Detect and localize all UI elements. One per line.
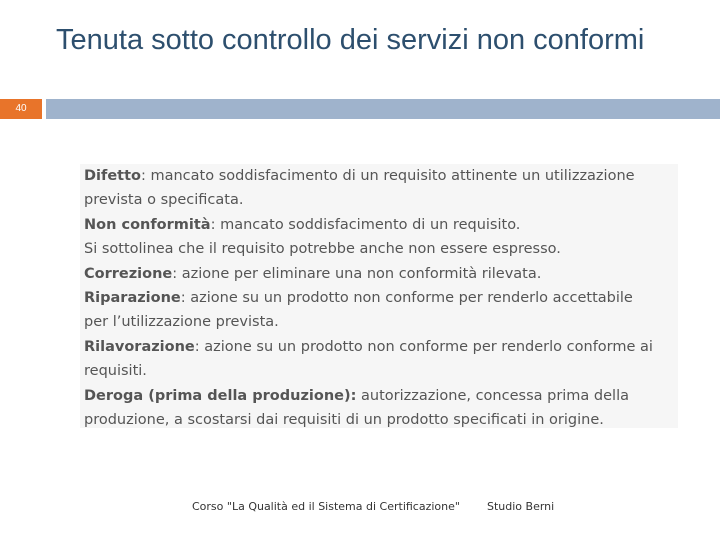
definition-line [84,237,561,261]
definition-text: produzione, a scostarsi dai requisiti di un prodotto specificati in origine. [84,412,604,428]
definition-line [84,310,279,334]
definition-text: : azione su un prodotto non conforme per renderlo conforme ai [194,338,653,355]
definition-line [84,359,147,383]
definition-text: Si sottolinea che il requisito potrebbe anche non essere espresso. [84,241,561,258]
definition-text: requisiti. [84,363,147,380]
definition-text: prevista o specificata. [84,192,244,209]
definition-line [84,164,635,188]
definition-term: Riparazione [84,290,181,306]
definition-line [84,262,541,286]
definition-text: : mancato soddisfacimento di un requisito. [210,216,521,233]
definitions-image [80,164,678,428]
definition-line [84,213,520,237]
definition-line [84,188,243,212]
definition-text: : mancato soddisfacimento di un requisito attinente un utilizzazione [140,168,635,184]
definition-term: Difetto [84,168,141,184]
definition-text: autorizzazione, concessa prima della [356,387,629,404]
definition-term: Deroga (prima della produzione): [84,387,357,404]
definition-term: Correzione [84,265,173,282]
definition-term: Rilavorazione [84,338,195,355]
definition-text: : azione per eliminare una non conformità rilevata. [172,265,542,282]
definition-line [84,384,629,408]
definition-line [84,286,633,310]
definition-line [84,335,653,359]
slide-number: 40 [0,99,42,119]
definition-text: : azione su un prodotto non conforme per renderlo accettabile [180,290,633,306]
definition-term: Non conformità [84,216,211,233]
slide-title: Tenuta sotto controllo dei servizi non conformi [56,24,645,56]
footer-author: Studio Berni [487,500,555,513]
header-bar [46,99,720,119]
footer-course: Corso "La Qualità ed il Sistema di Certificazione" [192,500,460,513]
definition-line [84,408,604,432]
definition-text: per l’utilizzazione prevista. [84,314,279,331]
